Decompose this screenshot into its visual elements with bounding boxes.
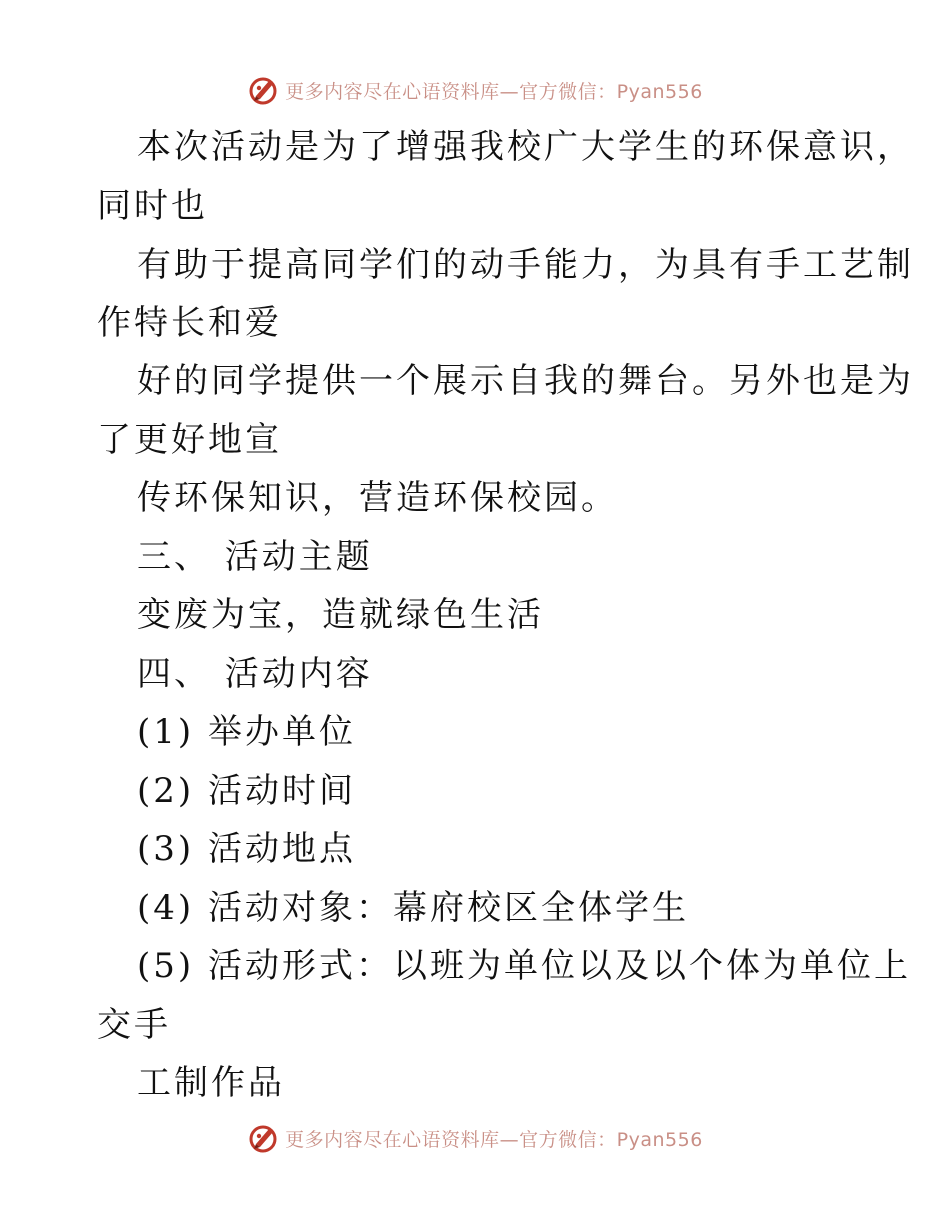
body-line: 传环保知识，营造环保校园。	[137, 478, 618, 518]
body-line: 同时也	[97, 186, 208, 226]
list-item: (1) 举办单位	[137, 712, 356, 752]
body-line: 有助于提高同学们的动手能力，为具有手工艺制	[137, 245, 914, 285]
list-item: (5) 活动形式：以班为单位以及以个体为单位上	[137, 946, 911, 986]
body-line: 工制作品	[137, 1063, 285, 1103]
body-line: 本次活动是为了增强我校广大学生的环保意识，	[137, 127, 914, 167]
body-line: 好的同学提供一个展示自我的舞台。另外也是为	[137, 361, 914, 401]
body-line: 变废为宝，造就绿色生活	[137, 595, 544, 635]
section-heading-content: 四、 活动内容	[137, 654, 373, 694]
footer-banner	[0, 1118, 950, 1158]
header-banner-text: 更多内容尽在心语资料库—官方微信：Pyan556	[285, 80, 703, 103]
body-line: 交手	[97, 1005, 171, 1045]
body-line: 作特长和爱	[97, 303, 282, 343]
body-line: 了更好地宣	[97, 420, 282, 460]
pen-globe-logo-icon	[247, 1122, 279, 1154]
header-banner	[0, 70, 950, 110]
footer-banner-text: 更多内容尽在心语资料库—官方微信：Pyan556	[285, 1128, 703, 1151]
list-item: (3) 活动地点	[137, 829, 356, 869]
section-heading-theme: 三、 活动主题	[137, 537, 373, 577]
pen-globe-logo-icon	[247, 74, 279, 106]
list-item: (2) 活动时间	[137, 771, 356, 811]
list-item: (4) 活动对象：幕府校区全体学生	[137, 888, 689, 928]
